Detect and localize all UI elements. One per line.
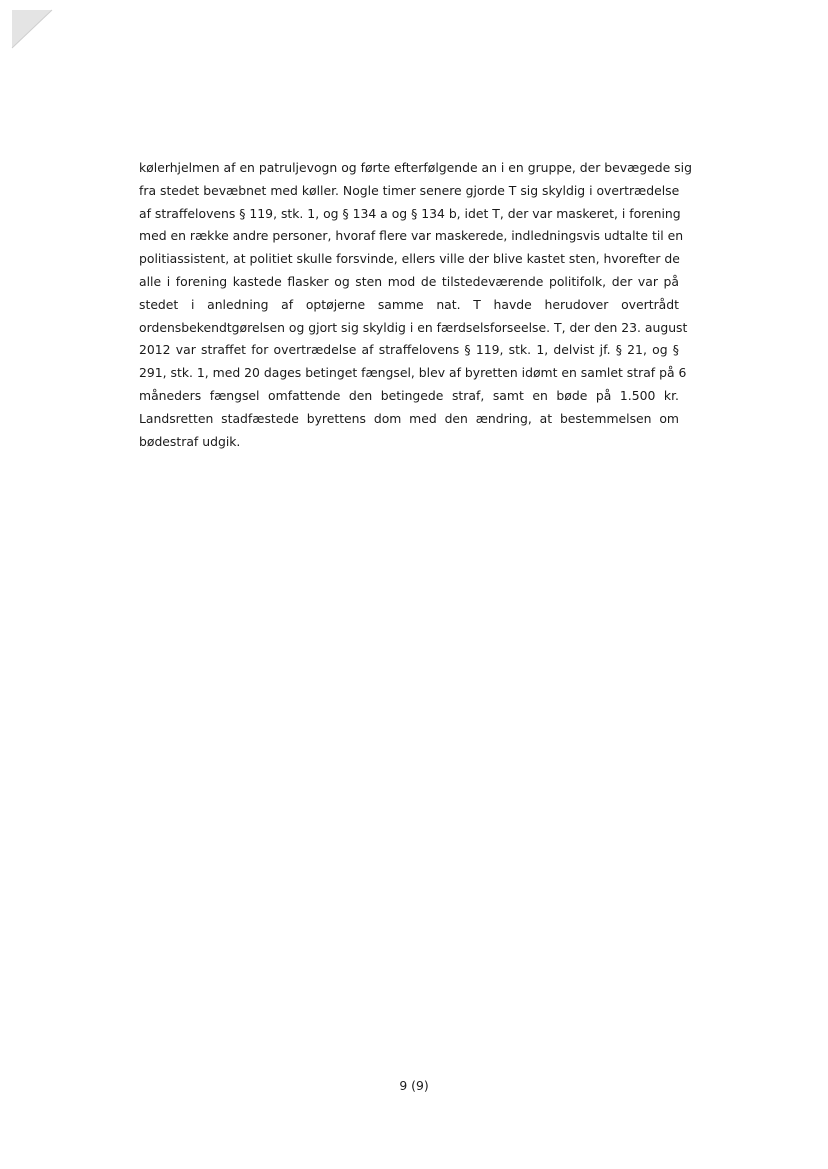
paragraph-line: ordensbekendtgørelsen og gjort sig skyldig i en færdselsforseelse. T, der den 23. august xyxy=(139,319,688,335)
paragraph-line: 291, stk. 1, med 20 dages betinget fængsel, blev af byretten idømt en samlet straf på 6 xyxy=(139,365,687,381)
body-paragraph xyxy=(139,157,692,453)
paragraph-line: måneders fængsel omfattende den betingede straf, samt en bøde på 1.500 kr. xyxy=(139,387,679,403)
paragraph-line: alle i forening kastede flasker og sten mod de tilstedeværende politifolk, der var på xyxy=(139,273,679,289)
paragraph-line: fra stedet bevæbnet med køller. Nogle timer senere gjorde T sig skyldig i overtrædelse xyxy=(139,182,680,198)
paragraph-line: med en række andre personer, hvoraf flere var maskerede, indledningsvis udtalte til en xyxy=(139,228,684,244)
page-number: 9 (9) xyxy=(399,1078,429,1093)
page-corner-fold xyxy=(8,8,54,50)
paragraph-line: 2012 var straffet for overtrædelse af straffelovens § 119, stk. 1, delvist jf. § 21, og § xyxy=(139,342,679,358)
paragraph-line: af straffelovens § 119, stk. 1, og § 134 a og § 134 b, idet T, der var maskeret, i forening xyxy=(139,205,681,221)
paragraph-line: stedet i anledning af optøjerne samme nat. T havde herudover overtrådt xyxy=(139,296,679,312)
paragraph-line: bødestraf udgik. xyxy=(139,433,241,449)
paragraph-line: politiassistent, at politiet skulle forsvinde, ellers ville der blive kastet sten, hvorefter de xyxy=(139,251,680,267)
paragraph-line: Landsretten stadfæstede byrettens dom med den ændring, at bestemmelsen om xyxy=(139,410,679,426)
paragraph-line: kølerhjelmen af en patruljevogn og førte efterfølgende an i en gruppe, der bevægede sig xyxy=(139,160,692,175)
